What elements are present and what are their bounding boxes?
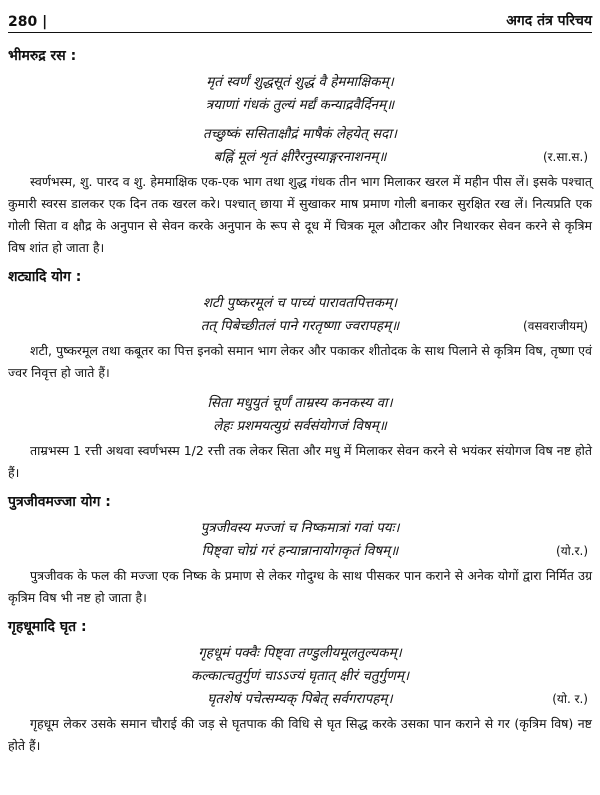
verse-line [8, 688, 592, 711]
page-header [8, 10, 592, 33]
verse-text: गृहधूमं पक्वैः पिष्ट्वा तण्डुलीयमूलतुल्यकम्। [198, 645, 402, 661]
running-title: अगद तंत्र परिचय [506, 13, 592, 29]
verse-block [8, 292, 592, 338]
verse-line [8, 415, 592, 438]
verse-text: शटी पुष्करमूलं च पाच्यं पारावतपित्तकम्। [202, 295, 398, 311]
verse-block [8, 642, 592, 711]
verse-source: (वसवराजीयम्) [523, 319, 588, 333]
body-paragraph: ताम्रभस्म 1 रत्ती अथवा स्वर्णभस्म 1/2 रत्ती तक लेकर सिता और मधु में मिलाकर सेवन करने से भयंकर संयोगज विष नष्ट होते हैं। [8, 443, 592, 480]
body-paragraph: शटी, पुष्करमूल तथा कबूतर का पित्त इनको समान भाग लेकर और पकाकर शीतोदक के साथ पिलाने से कृत्रिम विष, तृष्णा एवं ज्वर निवृत्त हो जाते हैं। [8, 343, 592, 380]
section-heading: भीमरुद्र रस : [8, 48, 77, 64]
verse-text: तच्छुष्कं ससिताक्षौद्रं माषैकं लेहयेत् सदा। [203, 126, 397, 142]
verse-source: (यो.र.) [556, 544, 588, 558]
verse-text: कल्कात्चतुर्गुणं चाऽऽज्यं घृतात् क्षीरं चतुर्गुणम्। [190, 668, 410, 684]
verse-line [8, 146, 592, 169]
verse-line [8, 292, 592, 315]
verse-block [8, 517, 592, 563]
verse-block [8, 392, 592, 438]
verse-text: लेहः प्रशमयत्युग्रं सर्वसंयोगजं विषम्॥ [213, 418, 387, 434]
page-content [8, 40, 592, 765]
verse-text: पिष्ट्वा चोग्रं गरं हन्यान्नानायोगकृतं विषम्॥ [201, 543, 399, 559]
verse-line [8, 517, 592, 540]
verse-line [8, 315, 592, 338]
section-heading: शट्यादि योग : [8, 269, 82, 285]
verse-block [8, 123, 592, 169]
body-paragraph: पुत्रजीवक के फल की मज्जा एक निष्क के प्रमाण से लेकर गोदुग्ध के साथ पीसकर पान कराने से अनेक योगों द्वारा निर्मित उग्र कृत्रिम विष भी नष्ट हो जाता है। [8, 568, 592, 605]
verse-source: (र.सा.स.) [542, 150, 588, 164]
verse-line [8, 94, 592, 117]
verse-text: त्रयाणां गंधकं तुल्यं मर्द्यं कन्याद्रवैर्दिनम्॥ [205, 97, 395, 113]
body-paragraph: स्वर्णभस्म, शु. पारद व शु. हेममाक्षिक एक-एक भाग तथा शुद्ध गंधक तीन भाग मिलाकर खरल में महीन पीस लें। इसके पश्चात् कुमारी स्वरस डालकर एक दिन तक खरल करे। पश्चात् छाया में सुखाकर माष प्रमाण गोली बनाकर सुरक्षित रख लें। नित्यप्रति एक गोली सिता व क्षौद्र के अनुपान से सेवन करके अनुपान के रूप से दूध में चित्रक मूल औटाकर और निथारकर सेवन करने से कृत्रिम विष शांत हो जाता है। [8, 174, 592, 255]
verse-text: तत् पिबेच्छीतलं पाने गरतृष्णा ज्वरापहम्॥ [200, 318, 400, 334]
verse-line [8, 540, 592, 563]
verse-block [8, 71, 592, 117]
section-heading: पुत्रजीवमज्जा योग : [8, 494, 111, 510]
body-paragraph: गृहधूम लेकर उसके समान चौराई की जड़ से घृतपाक की विधि से घृत सिद्ध करके उसका पान कराने से गर (कृत्रिम विष) नष्ट होते हैं। [8, 716, 592, 753]
verse-text: घृतशेषं पचेत्सम्यक् पिबेत् सर्वगरापहम्। [207, 691, 393, 707]
verse-text: मृतं स्वर्णं शुद्धसूतं शुद्धं वै हेममाक्षिकम्। [206, 74, 394, 90]
verse-line [8, 642, 592, 665]
page-number: 280 | [8, 14, 48, 30]
verse-text: बह्निं मूलं शृतं क्षीरैरनुस्याङ्गरनाशनम्॥ [213, 149, 387, 165]
verse-text: सिता मधुयुतं चूर्णं ताम्रस्य कनकस्य वा। [207, 395, 393, 411]
verse-text: पुत्रजीवस्य मज्जां च निष्कमात्रां गवां पयः। [200, 520, 400, 536]
verse-line [8, 665, 592, 688]
verse-line [8, 392, 592, 415]
verse-line [8, 123, 592, 146]
section-heading: गृहधूमादि घृत : [8, 619, 87, 635]
verse-source: (यो. र.) [552, 692, 588, 706]
verse-line [8, 71, 592, 94]
